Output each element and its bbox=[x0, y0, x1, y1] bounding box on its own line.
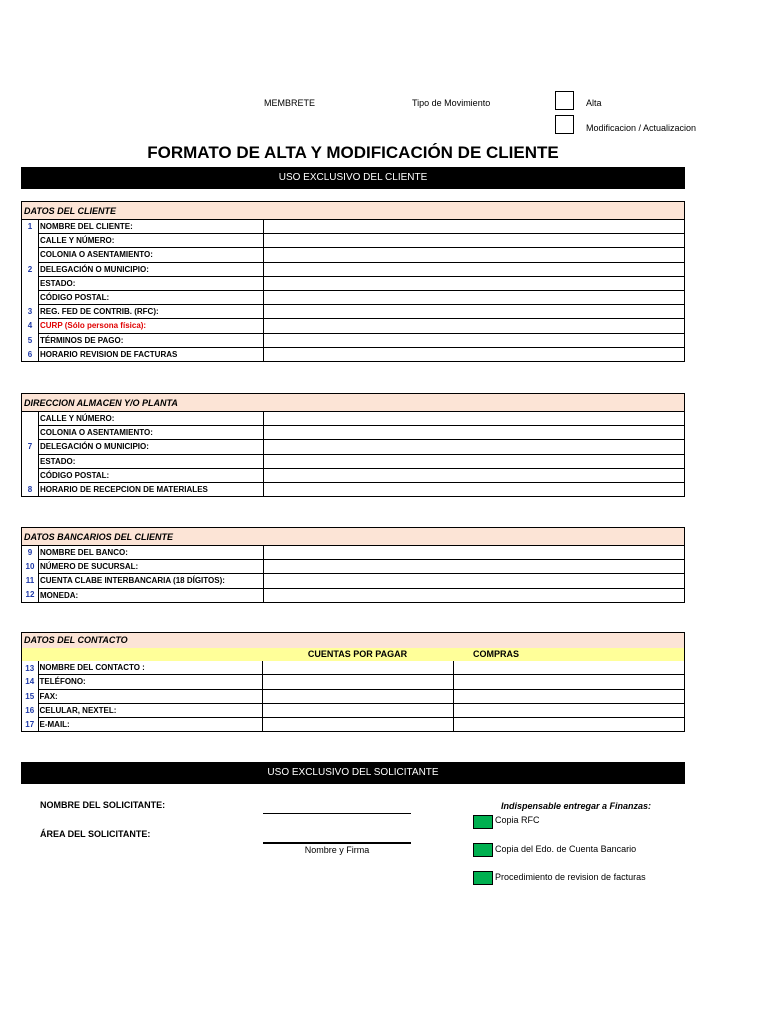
uso-solicitante-bar: USO EXCLUSIVO DEL SOLICITANTE bbox=[21, 762, 685, 784]
row-label: HORARIO REVISION DE FACTURAS bbox=[39, 347, 264, 361]
table-row bbox=[22, 468, 684, 482]
row-number: 8 bbox=[22, 482, 39, 496]
row-value-input[interactable] bbox=[264, 454, 685, 468]
row-label: COLONIA O ASENTAMIENTO: bbox=[39, 248, 264, 262]
row-label: CELULAR, NEXTEL: bbox=[38, 703, 262, 717]
row-value-input[interactable] bbox=[264, 468, 685, 482]
row-value-input[interactable] bbox=[264, 574, 685, 588]
row-value-input[interactable] bbox=[264, 412, 685, 426]
nombre-solicitante-line[interactable] bbox=[263, 813, 411, 814]
row-value-input[interactable] bbox=[264, 333, 685, 347]
row-label: TELÉFONO: bbox=[38, 675, 262, 689]
almacen-heading: DIRECCION ALMACEN Y/O PLANTA bbox=[22, 394, 684, 412]
row-value-input[interactable] bbox=[264, 426, 685, 440]
uso-cliente-bar: USO EXCLUSIVO DEL CLIENTE bbox=[21, 167, 685, 189]
row-number: 7 bbox=[22, 440, 39, 454]
row-value-input[interactable] bbox=[262, 717, 453, 731]
row-number: 1 bbox=[22, 220, 39, 234]
table-row bbox=[22, 319, 684, 333]
row-label: NOMBRE DEL BANCO: bbox=[39, 546, 264, 560]
row-label: ESTADO: bbox=[39, 454, 264, 468]
row-number: 9 bbox=[22, 546, 39, 560]
nombre-solicitante-label: NOMBRE DEL SOLICITANTE: bbox=[40, 800, 166, 810]
row-number: 15 bbox=[22, 689, 38, 703]
row-label: CALLE Y NÚMERO: bbox=[39, 234, 264, 248]
table-row bbox=[22, 689, 684, 703]
bancarios-section bbox=[21, 527, 685, 603]
nombre-firma-label: Nombre y Firma bbox=[304, 845, 370, 855]
row-label: DELEGACIÓN O MUNICIPIO: bbox=[39, 262, 264, 276]
row-number: 13 bbox=[22, 661, 38, 675]
table-row bbox=[22, 333, 684, 347]
modificacion-checkbox[interactable] bbox=[555, 115, 574, 134]
row-value-input[interactable] bbox=[264, 319, 685, 333]
contacto-heading: DATOS DEL CONTACTO bbox=[22, 633, 684, 648]
row-label: ESTADO: bbox=[39, 276, 264, 290]
table-row bbox=[22, 347, 684, 361]
cuentas-por-pagar-header: CUENTAS POR PAGAR bbox=[262, 648, 453, 661]
datos-cliente-table bbox=[22, 220, 684, 361]
copia-edo-cuenta-label: Copia del Edo. de Cuenta Bancario bbox=[495, 844, 637, 854]
table-row bbox=[22, 588, 684, 602]
row-label: CALLE Y NÚMERO: bbox=[39, 412, 264, 426]
row-label: NOMBRE DEL CLIENTE: bbox=[39, 220, 264, 234]
row-value-input[interactable] bbox=[264, 220, 685, 234]
row-number: 12 bbox=[22, 588, 39, 602]
row-label: HORARIO DE RECEPCION DE MATERIALES bbox=[39, 482, 264, 496]
row-value-input[interactable] bbox=[264, 546, 685, 560]
tipo-movimiento-label: Tipo de Movimiento bbox=[412, 98, 491, 108]
row-number: 11 bbox=[22, 574, 39, 588]
row-number: 17 bbox=[22, 717, 38, 731]
row-value-input[interactable] bbox=[264, 290, 685, 304]
indispensable-label: Indispensable entregar a Finanzas: bbox=[501, 801, 652, 811]
row-number bbox=[22, 468, 39, 482]
datos-cliente-heading: DATOS DEL CLIENTE bbox=[22, 202, 684, 220]
compras-header: COMPRAS bbox=[453, 648, 684, 661]
modificacion-label: Modificacion / Actualizacion bbox=[586, 123, 697, 133]
row-value-input[interactable] bbox=[262, 675, 453, 689]
row-value-compras-input[interactable] bbox=[453, 703, 684, 717]
table-row bbox=[22, 305, 684, 319]
datos-cliente-section bbox=[21, 201, 685, 362]
copia-edo-cuenta-checkbox[interactable] bbox=[473, 843, 493, 857]
table-row bbox=[22, 262, 684, 276]
row-number bbox=[22, 426, 39, 440]
table-row bbox=[22, 482, 684, 496]
row-label: DELEGACIÓN O MUNICIPIO: bbox=[39, 440, 264, 454]
row-number: 14 bbox=[22, 675, 38, 689]
row-value-compras-input[interactable] bbox=[453, 689, 684, 703]
table-row bbox=[22, 703, 684, 717]
table-row bbox=[22, 675, 684, 689]
firma-line[interactable] bbox=[263, 842, 411, 844]
contacto-section bbox=[21, 632, 685, 732]
contacto-table bbox=[22, 648, 684, 731]
row-label: NÚMERO DE SUCURSAL: bbox=[39, 560, 264, 574]
table-row bbox=[22, 234, 684, 248]
row-number: 3 bbox=[22, 305, 39, 319]
procedimiento-checkbox[interactable] bbox=[473, 871, 493, 885]
row-number bbox=[22, 412, 39, 426]
row-value-input[interactable] bbox=[264, 347, 685, 361]
alta-checkbox[interactable] bbox=[555, 91, 574, 110]
row-label: NOMBRE DEL CONTACTO : bbox=[38, 661, 262, 675]
row-value-input[interactable] bbox=[264, 234, 685, 248]
row-value-input[interactable] bbox=[264, 588, 685, 602]
row-value-input[interactable] bbox=[264, 248, 685, 262]
row-label: MONEDA: bbox=[39, 588, 264, 602]
table-row bbox=[22, 426, 684, 440]
row-number bbox=[22, 276, 39, 290]
area-solicitante-label: ÁREA DEL SOLICITANTE: bbox=[40, 829, 151, 839]
almacen-table bbox=[22, 412, 684, 496]
row-number bbox=[22, 248, 39, 262]
row-number: 2 bbox=[22, 262, 39, 276]
row-number: 16 bbox=[22, 703, 38, 717]
row-value-input[interactable] bbox=[264, 482, 685, 496]
bancarios-heading: DATOS BANCARIOS DEL CLIENTE bbox=[22, 528, 684, 546]
row-label: CÓDIGO POSTAL: bbox=[39, 290, 264, 304]
row-label: CURP (Sólo persona física): bbox=[39, 319, 264, 333]
row-value-compras-input[interactable] bbox=[453, 717, 684, 731]
table-row bbox=[22, 290, 684, 304]
row-label: E-MAIL: bbox=[38, 717, 262, 731]
row-number bbox=[22, 454, 39, 468]
bancarios-table bbox=[22, 546, 684, 602]
table-row bbox=[22, 276, 684, 290]
row-value-input[interactable] bbox=[262, 661, 453, 675]
row-number: 4 bbox=[22, 319, 39, 333]
row-label: CÓDIGO POSTAL: bbox=[39, 468, 264, 482]
procedimiento-label: Procedimiento de revision de facturas bbox=[495, 872, 646, 882]
table-row bbox=[22, 560, 684, 574]
row-value-compras-input[interactable] bbox=[453, 675, 684, 689]
row-label: REG. FED DE CONTRIB. (RFC): bbox=[39, 305, 264, 319]
copia-rfc-checkbox[interactable] bbox=[473, 815, 493, 829]
page-title: FORMATO DE ALTA Y MODIFICACIÓN DE CLIENTE bbox=[147, 143, 559, 162]
row-value-input[interactable] bbox=[262, 703, 453, 717]
table-row bbox=[22, 248, 684, 262]
row-number bbox=[22, 234, 39, 248]
contacto-header-row bbox=[22, 648, 684, 661]
almacen-section bbox=[21, 393, 685, 497]
table-row bbox=[22, 454, 684, 468]
row-value-input[interactable] bbox=[264, 440, 685, 454]
row-number: 6 bbox=[22, 347, 39, 361]
alta-label: Alta bbox=[586, 98, 602, 108]
table-row bbox=[22, 440, 684, 454]
table-row bbox=[22, 412, 684, 426]
table-row bbox=[22, 574, 684, 588]
table-row bbox=[22, 546, 684, 560]
row-number bbox=[22, 290, 39, 304]
table-row bbox=[22, 220, 684, 234]
row-number: 10 bbox=[22, 560, 39, 574]
table-row bbox=[22, 661, 684, 675]
row-value-input[interactable] bbox=[262, 689, 453, 703]
row-value-input[interactable] bbox=[264, 560, 685, 574]
row-label: FAX: bbox=[38, 689, 262, 703]
row-value-input[interactable] bbox=[264, 276, 685, 290]
row-label: COLONIA O ASENTAMIENTO: bbox=[39, 426, 264, 440]
row-value-input[interactable] bbox=[264, 262, 685, 276]
table-row bbox=[22, 717, 684, 731]
copia-rfc-label: Copia RFC bbox=[495, 815, 540, 825]
row-label: CUENTA CLABE INTERBANCARIA (18 DÍGITOS): bbox=[39, 574, 264, 588]
membrete-label: MEMBRETE bbox=[264, 98, 316, 108]
row-value-compras-input[interactable] bbox=[453, 661, 684, 675]
row-number: 5 bbox=[22, 333, 39, 347]
row-label: TÉRMINOS DE PAGO: bbox=[39, 333, 264, 347]
row-value-input[interactable] bbox=[264, 305, 685, 319]
